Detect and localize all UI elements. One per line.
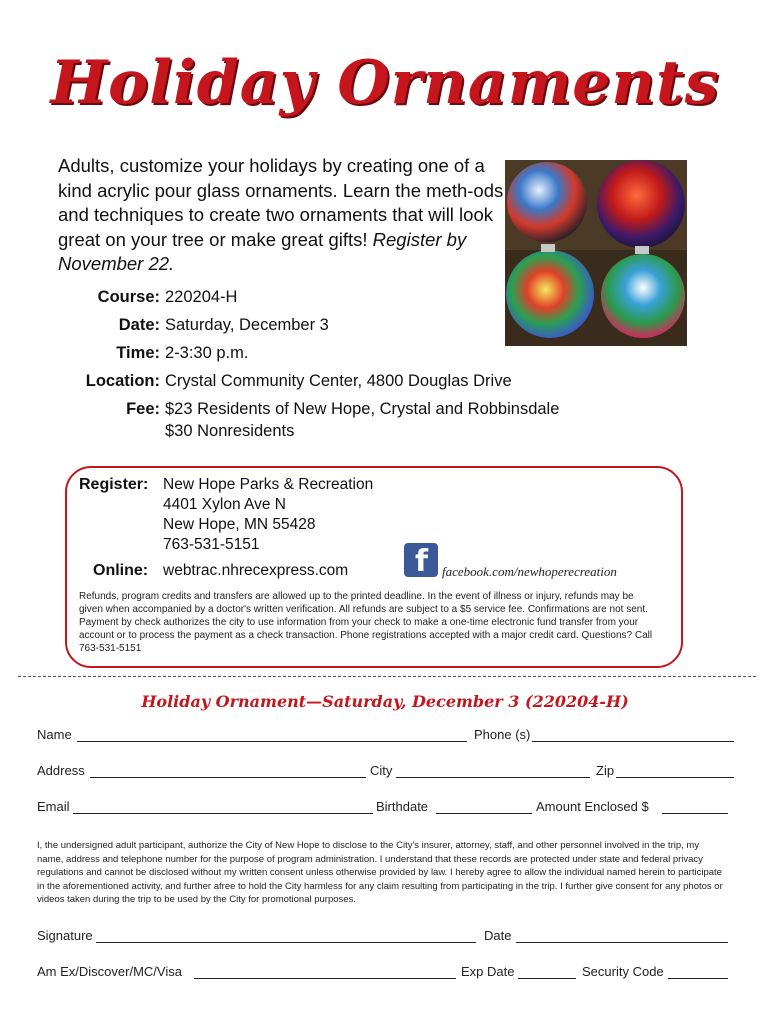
name-field[interactable]: [77, 741, 467, 742]
register-line-city: New Hope, MN 55428: [163, 516, 316, 533]
birthdate-field[interactable]: [436, 813, 532, 814]
birthdate-label: Birthdate: [376, 799, 429, 814]
register-deadline: Register by November 22.: [58, 228, 467, 274]
detail-label: Date:: [118, 316, 160, 334]
detail-value: $23 Residents of New Hope, Crystal and Robbinsdale: [165, 400, 560, 418]
phone-field[interactable]: [532, 741, 734, 742]
detail-label: Course:: [97, 288, 160, 306]
detail-value: $30 Nonresidents: [165, 422, 295, 440]
detail-time: [60, 344, 580, 368]
name-label: Name: [37, 727, 72, 742]
consent-text: I, the undersigned adult participant, authorize the City of New Hope to disclose to the City's insurer, attorney, staff, and other personnel involved in the trip, my name, address and telephone number for the purpose of program administration. I understand that these records are protected under state and federal privacy regulations and cannot be disclosed without my written consent unless otherwise provided by law. I hereby agree to allow the individual named herein to participate in the aforementioned activity, and further afree to hold the City harmless for any claim resulting from participating in the trip. I further give consent for any photos or videos taken during the trip to be used by the City for promotional purposes.: [37, 840, 723, 905]
security-field[interactable]: [668, 978, 728, 979]
address-field[interactable]: [90, 777, 366, 778]
intro-paragraph: [58, 154, 508, 277]
cut-line: [18, 676, 756, 677]
register-label: Register:: [79, 476, 149, 493]
intro-text: Adults, customize your holidays by creating one of a kind acrylic pour glass ornaments. Learn the meth-ods and techniques to create two ornaments that will look great on your tree or make great gifts!: [58, 155, 504, 250]
email-field[interactable]: [73, 813, 373, 814]
detail-label: Fee:: [126, 400, 160, 418]
online-url-link[interactable]: webtrac.nhrecexpress.com: [163, 562, 349, 579]
detail-course: [60, 288, 580, 312]
detail-value: Saturday, December 3: [165, 316, 329, 334]
online-label: Online:: [93, 562, 149, 579]
form-title: Holiday Ornament—Saturday, December 3 (220204-H): [141, 692, 629, 711]
phone-label: Phone (s): [474, 727, 531, 742]
date-label: Date: [484, 928, 512, 943]
detail-date: [60, 316, 580, 340]
signature-field[interactable]: [96, 942, 476, 943]
exp-label: Exp Date: [461, 964, 515, 979]
exp-field[interactable]: [518, 978, 576, 979]
detail-value: 220204-H: [165, 288, 238, 306]
zip-label: Zip: [596, 763, 615, 778]
zip-field[interactable]: [616, 777, 734, 778]
detail-location: [60, 372, 580, 396]
facebook-link[interactable]: facebook.com/newhoperecreation: [442, 564, 617, 579]
city-field[interactable]: [396, 777, 590, 778]
card-field[interactable]: [194, 978, 456, 979]
detail-fee: [60, 400, 580, 424]
city-label: City: [370, 763, 393, 778]
detail-label: Location:: [85, 372, 160, 390]
security-label: Security Code: [582, 964, 664, 979]
email-label: Email: [37, 799, 70, 814]
address-label: Address: [37, 763, 85, 778]
refund-policy: Refunds, program credits and transfers are allowed up to the printed deadline. In the event of illness or injury, refunds may be given when accompanied by a doctor's written verification. All refunds are subject to a $5 service fee. Confirmations are not sent. Payment by check authorizes the city to use information from your check to make a one-time electronic fund transfer from your account or to process the payment as a check transaction. Phone registrations accepted with a major credit card. Questions? Call 763-531-5151: [79, 591, 653, 654]
card-label: Am Ex/Discover/MC/Visa: [37, 964, 182, 979]
amount-field[interactable]: [662, 813, 728, 814]
page-title: Holiday Ornaments: [50, 48, 720, 118]
amount-label: Amount Enclosed $: [536, 799, 649, 814]
detail-value: 2-3:30 p.m.: [165, 344, 249, 362]
register-line-street: 4401 Xylon Ave N: [163, 496, 286, 513]
detail-label: Time:: [116, 344, 160, 362]
facebook-icon[interactable]: f: [404, 543, 438, 577]
register-line-phone: 763-531-5151: [163, 536, 260, 553]
detail-fee-nonresident: [60, 422, 580, 446]
date-field[interactable]: [516, 942, 728, 943]
signature-label: Signature: [37, 928, 93, 943]
register-line-org: New Hope Parks & Recreation: [163, 476, 374, 493]
detail-value: Crystal Community Center, 4800 Douglas Drive: [165, 372, 512, 390]
